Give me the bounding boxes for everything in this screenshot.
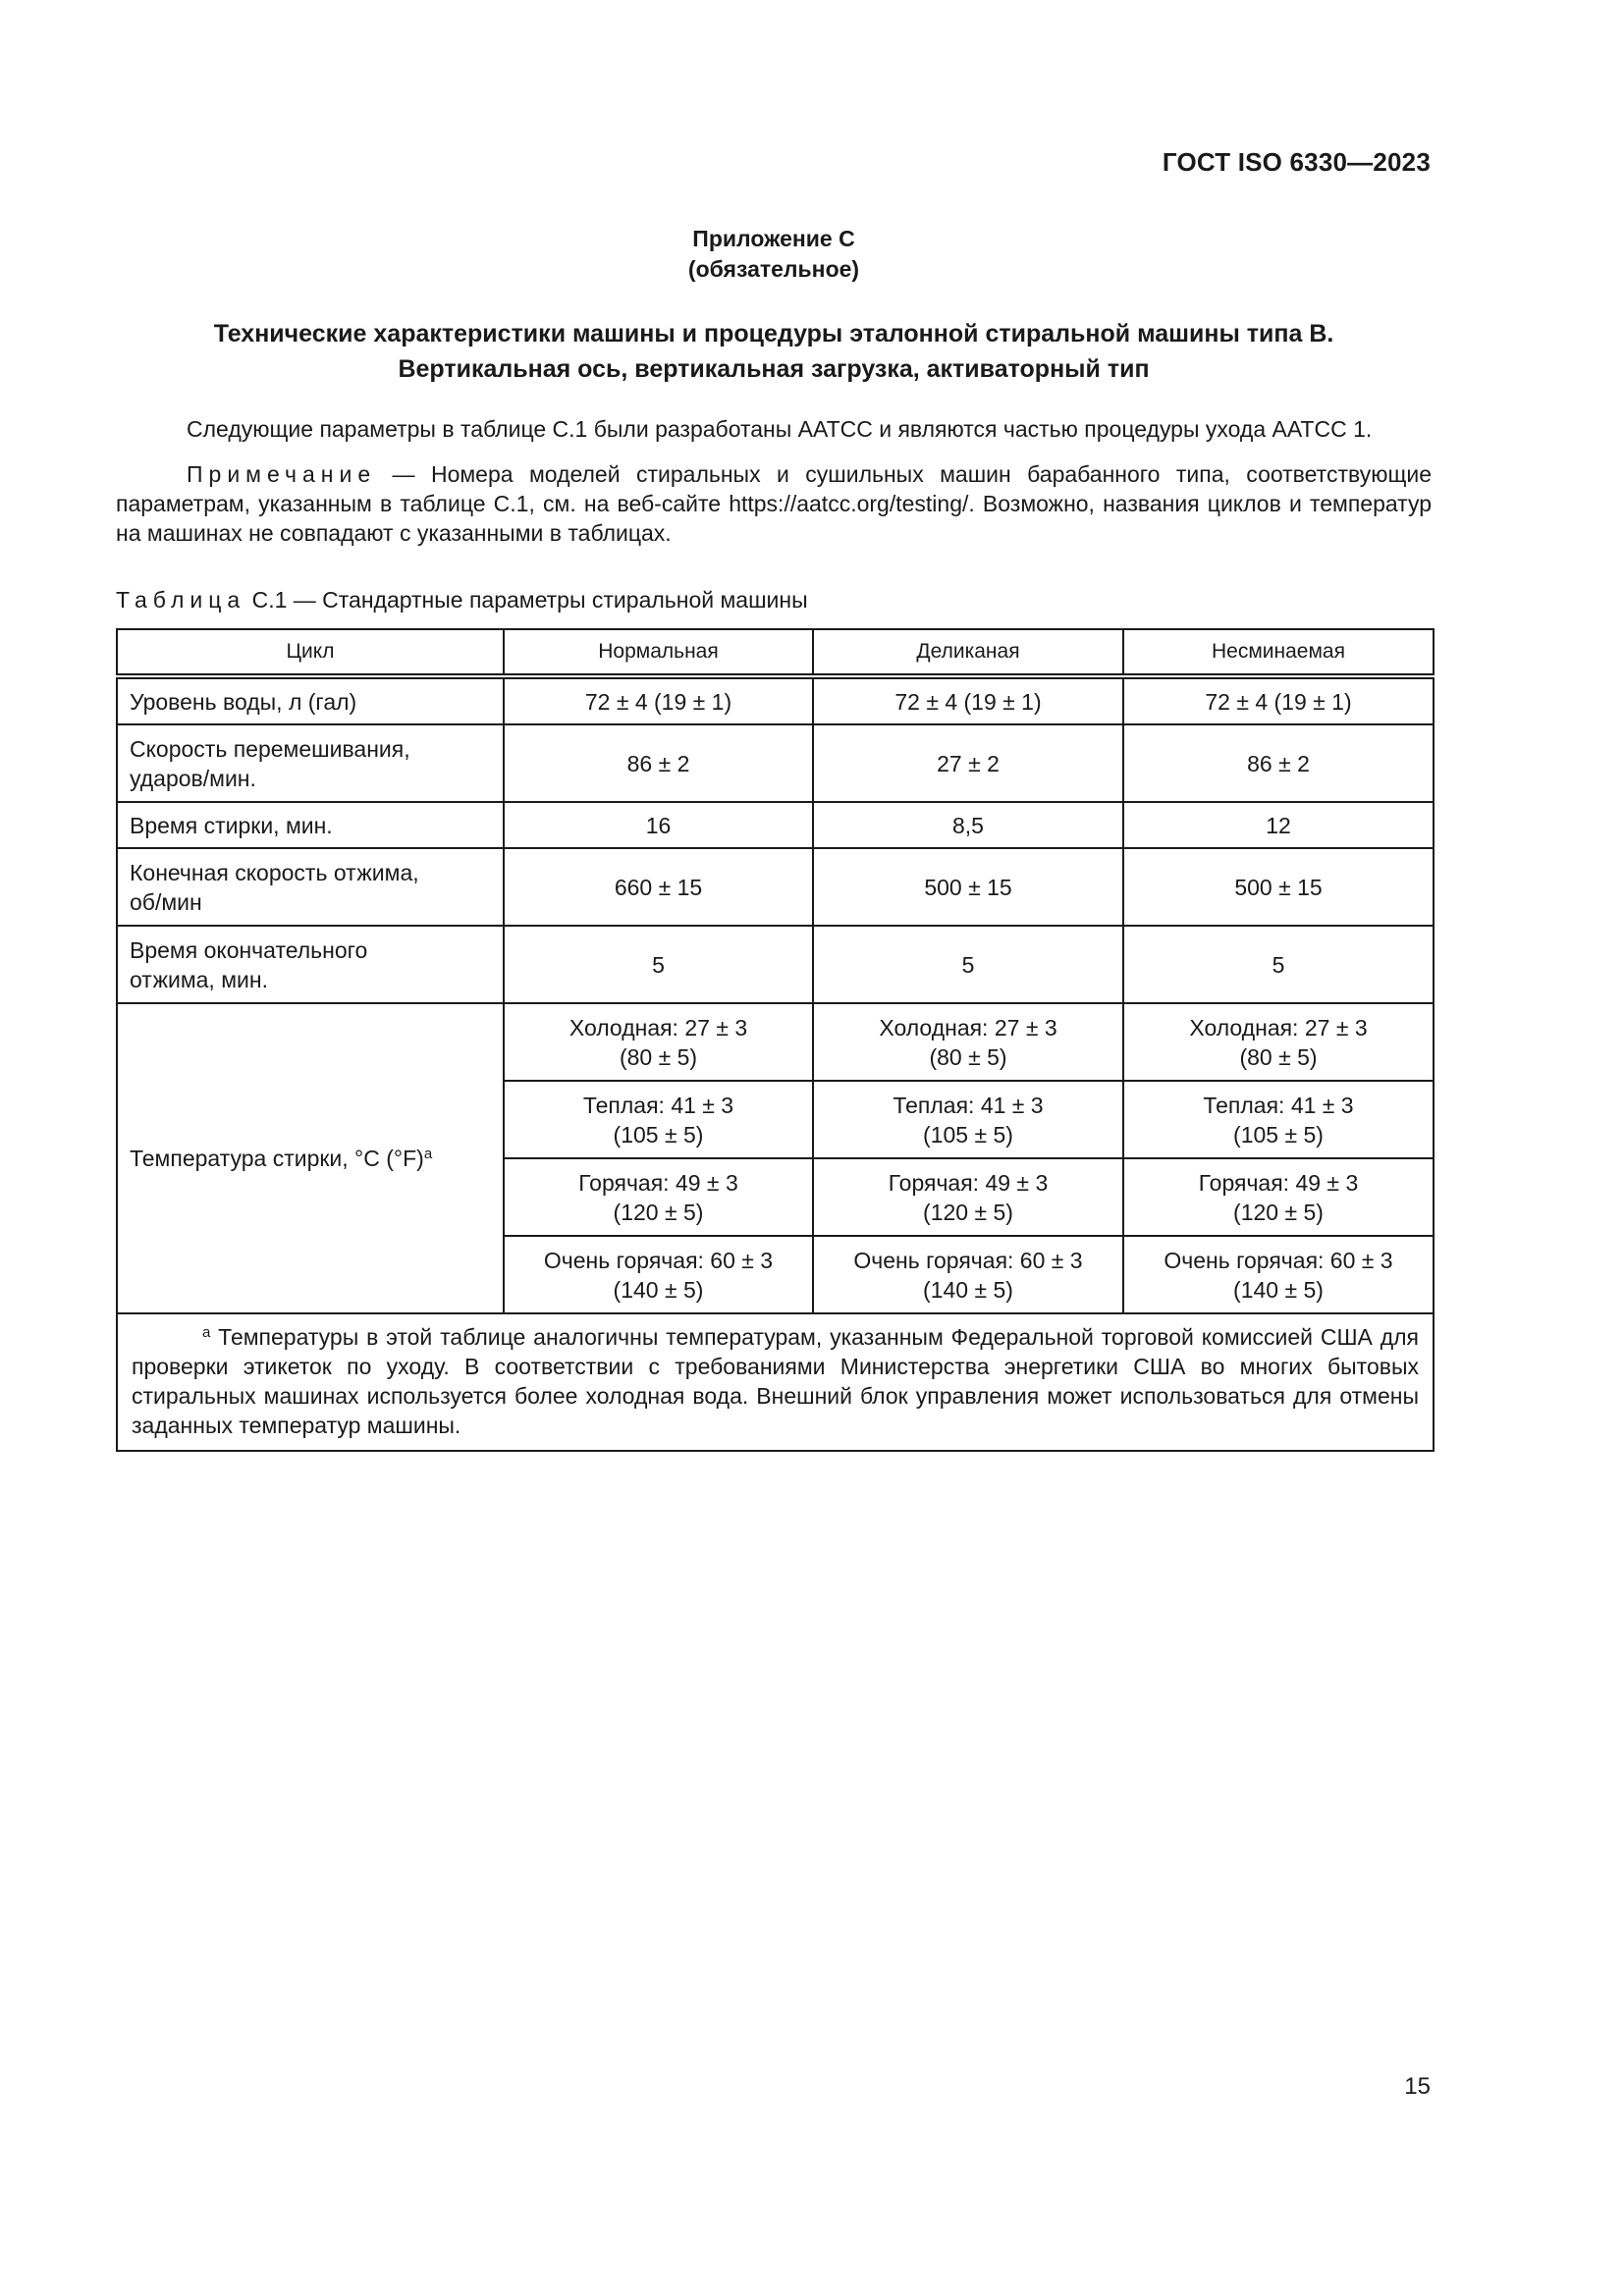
- cell-line: (140 ± 5): [613, 1276, 704, 1303]
- annex-heading: [116, 224, 1432, 285]
- table-row-temperature: [117, 1003, 1434, 1081]
- note-text: — Номера моделей стиральных и сушильных машин барабанного типа, соответствующие параметрам, указанным в таблице С.1, см. на веб-сайте https://aatcc.org/testing/. Возможно, названия циклов и температур на машинах не совпадают с указанными в таблицах.: [116, 461, 1432, 546]
- table-cell: [1123, 1081, 1434, 1158]
- cell-line: (105 ± 5): [1233, 1121, 1324, 1148]
- table-cell: 12: [1123, 802, 1434, 848]
- table-row: [117, 676, 1434, 724]
- row-label: [117, 724, 504, 802]
- row-label-line: ударов/мин.: [130, 765, 256, 791]
- table-cell: [504, 1236, 813, 1313]
- table-cell: 72 ± 4 (19 ± 1): [813, 676, 1123, 724]
- cell-line: (80 ± 5): [929, 1043, 1007, 1070]
- annex-status: (обязательное): [687, 256, 860, 282]
- table-cell: 86 ± 2: [1123, 724, 1434, 802]
- footnote-mark: a: [202, 1324, 211, 1341]
- table-row: [117, 926, 1434, 1003]
- row-label-line: Время окончательного: [130, 936, 368, 963]
- table-cell: 500 ± 15: [813, 848, 1123, 926]
- temperature-label: Температура стирки, °С (°F): [130, 1146, 424, 1171]
- cell-line: (120 ± 5): [613, 1199, 704, 1225]
- note-paragraph: [116, 459, 1432, 548]
- table-cell: 660 ± 15: [504, 848, 813, 926]
- table-row: [117, 724, 1434, 802]
- table-cell: [504, 1158, 813, 1236]
- cell-line: Горячая: 49 ± 3: [888, 1169, 1049, 1196]
- table-cell: [504, 1081, 813, 1158]
- table-footnote-row: [117, 1313, 1434, 1451]
- table-cell: [1123, 1003, 1434, 1081]
- row-label: [117, 848, 504, 926]
- table-cell: [813, 1158, 1123, 1236]
- table-cell: 5: [504, 926, 813, 1003]
- footnote-mark: a: [423, 1146, 433, 1162]
- cell-line: Холодная: 27 ± 3: [568, 1014, 748, 1041]
- main-title: [116, 316, 1432, 387]
- row-label: Уровень воды, л (гал): [117, 676, 504, 724]
- table-cell: 500 ± 15: [1123, 848, 1434, 926]
- header-cycle: Цикл: [117, 629, 504, 676]
- cell-line: Очень горячая: 60 ± 3: [853, 1247, 1083, 1273]
- header-delicate: Деликаная: [813, 629, 1123, 676]
- cell-line: Очень горячая: 60 ± 3: [1164, 1247, 1393, 1273]
- cell-line: Теплая: 41 ± 3: [582, 1092, 734, 1118]
- table-cell: 72 ± 4 (19 ± 1): [504, 676, 813, 724]
- table-cell: 8,5: [813, 802, 1123, 848]
- table-cell: [813, 1003, 1123, 1081]
- cell-line: (105 ± 5): [613, 1121, 704, 1148]
- table-cell: [504, 1003, 813, 1081]
- row-label: Время стирки, мин.: [117, 802, 504, 848]
- table-row: [117, 802, 1434, 848]
- cell-line: (80 ± 5): [1239, 1043, 1318, 1070]
- annex-title: Приложение С: [692, 226, 855, 251]
- row-label-line: отжима, мин.: [130, 966, 268, 992]
- cell-line: (120 ± 5): [923, 1199, 1013, 1225]
- cell-line: Теплая: 41 ± 3: [893, 1092, 1044, 1118]
- row-label-line: Скорость перемешивания,: [130, 735, 410, 762]
- table-cell: 16: [504, 802, 813, 848]
- row-label-temperature: [117, 1003, 504, 1313]
- cell-line: Холодная: 27 ± 3: [879, 1014, 1057, 1041]
- table-cell: 72 ± 4 (19 ± 1): [1123, 676, 1434, 724]
- intro-paragraph: Следующие параметры в таблице С.1 были разработаны ААТСС и являются частью процедуры ухода ААТСС 1.: [187, 416, 1373, 442]
- cell-line: Теплая: 41 ± 3: [1203, 1092, 1354, 1118]
- table-cell: 27 ± 2: [813, 724, 1123, 802]
- footnote-text: Температуры в этой таблице аналогичны температурам, указанным Федеральной торговой комиссией США для проверки этикеток по уходу. В соответствии с требованиями Министерства энергетики США во многих бытовых стиральных машинах используется более холодная вода. Внешний блок управления может использоваться для отмены заданных температур машины.: [132, 1324, 1419, 1438]
- cell-line: Очень горячая: 60 ± 3: [543, 1247, 774, 1273]
- table-cell: 5: [1123, 926, 1434, 1003]
- header-permanent-press: Несминаемая: [1123, 629, 1434, 676]
- table-cell: 5: [813, 926, 1123, 1003]
- main-title-line-1: Технические характеристики машины и процедуры эталонной стиральной машины типа В.: [213, 320, 1334, 347]
- table-caption: [116, 585, 808, 614]
- table-row: [117, 848, 1434, 926]
- cell-line: (80 ± 5): [619, 1043, 698, 1070]
- cell-line: (140 ± 5): [1233, 1276, 1324, 1303]
- standard-id: ГОСТ ISO 6330—2023: [1162, 147, 1431, 177]
- table-header-row: [117, 629, 1434, 676]
- row-label-line: Конечная скорость отжима,: [130, 859, 419, 885]
- cell-line: (140 ± 5): [923, 1276, 1013, 1303]
- parameters-table: [116, 628, 1435, 1452]
- table-cell: [813, 1236, 1123, 1313]
- table-cell: [813, 1081, 1123, 1158]
- table-caption-text: С.1 — Стандартные параметры стиральной машины: [245, 587, 808, 613]
- cell-line: Горячая: 49 ± 3: [578, 1169, 738, 1196]
- table-cell: 86 ± 2: [504, 724, 813, 802]
- main-title-line-2: Вертикальная ось, вертикальная загрузка, активаторный тип: [398, 355, 1150, 383]
- page-number: 15: [1404, 2073, 1431, 2100]
- cell-line: (120 ± 5): [1233, 1199, 1324, 1225]
- table-footnote: [117, 1313, 1434, 1451]
- table-cell: [1123, 1236, 1434, 1313]
- table-caption-label: Таблица: [116, 587, 246, 613]
- note-label: Примечание: [187, 461, 377, 487]
- cell-line: Холодная: 27 ± 3: [1189, 1014, 1368, 1041]
- header-normal: Нормальная: [504, 629, 813, 676]
- table-cell: [1123, 1158, 1434, 1236]
- cell-line: (105 ± 5): [923, 1121, 1013, 1148]
- row-label-line: об/мин: [130, 888, 202, 915]
- cell-line: Горячая: 49 ± 3: [1198, 1169, 1359, 1196]
- row-label: [117, 926, 504, 1003]
